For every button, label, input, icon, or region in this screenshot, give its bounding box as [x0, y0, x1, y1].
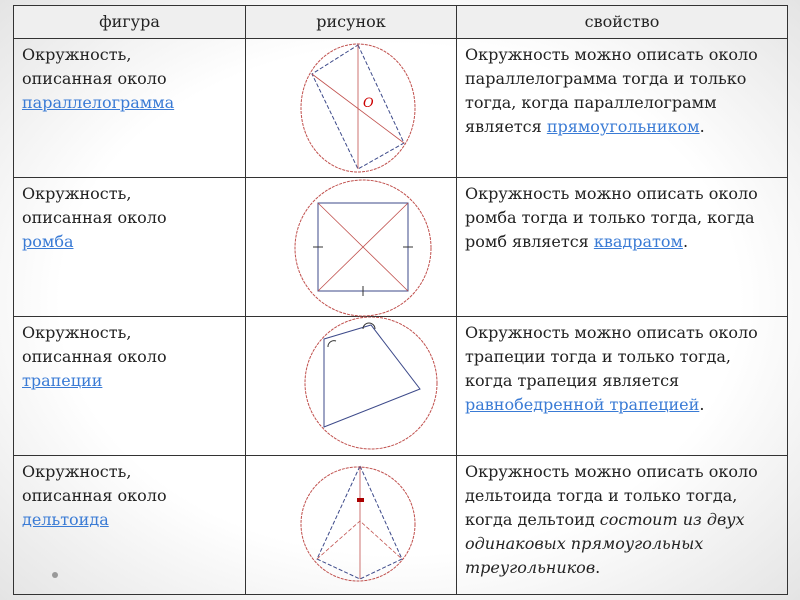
figure-text: Окружность,: [22, 184, 132, 203]
header-drawing: рисунок: [246, 6, 457, 39]
drawing-cell: [246, 39, 457, 178]
table-row: [14, 39, 788, 178]
property-link[interactable]: квадратом: [593, 232, 683, 251]
figure-text: Окружность,: [22, 45, 132, 64]
slide-bullet: [52, 572, 58, 578]
figure-link[interactable]: трапеции: [22, 371, 103, 390]
table-row: [14, 317, 788, 456]
figure-link[interactable]: параллелограмма: [22, 93, 175, 112]
table-row: [14, 178, 788, 317]
header-figure: фигура: [14, 6, 246, 39]
figure-cell: [14, 39, 246, 178]
property-text: Окружность можно описать около ромба тогда и только тогда, когда ромб является: [465, 184, 758, 251]
figures-table: [13, 5, 788, 595]
figure-cell: [14, 456, 246, 595]
drawing-cell: [246, 178, 457, 317]
property-cell: [457, 39, 788, 178]
figure-text: описанная около: [22, 208, 167, 227]
square-drawing: [246, 178, 457, 318]
figure-text: Окружность,: [22, 323, 132, 342]
property-link[interactable]: равнобедренной трапецией: [465, 395, 700, 414]
period: .: [699, 117, 705, 136]
parallelogram-drawing: [246, 39, 457, 176]
drawing-cell: [246, 456, 457, 595]
property-cell: [457, 456, 788, 595]
figure-text: описанная около: [22, 347, 167, 366]
property-cell: [457, 317, 788, 456]
deltoid-drawing: [246, 456, 457, 593]
property-link[interactable]: прямоугольником: [546, 117, 700, 136]
figure-text: Окружность,: [22, 462, 132, 481]
figure-cell: [14, 317, 246, 456]
property-text: Окружность можно описать около дельтоида тогда и только тогда, когда дельтоид: [465, 462, 758, 529]
trapezoid-drawing: [246, 317, 457, 457]
property-cell: [457, 178, 788, 317]
period: .: [699, 395, 705, 414]
header-row: [14, 6, 788, 39]
table-row: [14, 456, 788, 595]
drawing-cell: [246, 317, 457, 456]
property-text: Окружность можно описать около параллелограмма тогда и только тогда, когда параллелограмм является: [465, 45, 758, 136]
figure-text: описанная около: [22, 69, 167, 88]
period: .: [682, 232, 689, 251]
figure-cell: [14, 178, 246, 317]
property-italic: состоит из двух одинаковых прямоугольных треугольников: [465, 510, 745, 577]
period: .: [595, 558, 601, 577]
header-property: свойство: [457, 6, 788, 39]
property-text: Окружность можно описать около трапеции тогда и только тогда, когда трапеция является: [465, 323, 758, 390]
figure-link[interactable]: ромба: [22, 232, 74, 251]
figure-text: описанная около: [22, 486, 167, 505]
center-label: O: [363, 96, 374, 111]
figure-link[interactable]: дельтоида: [22, 510, 109, 529]
